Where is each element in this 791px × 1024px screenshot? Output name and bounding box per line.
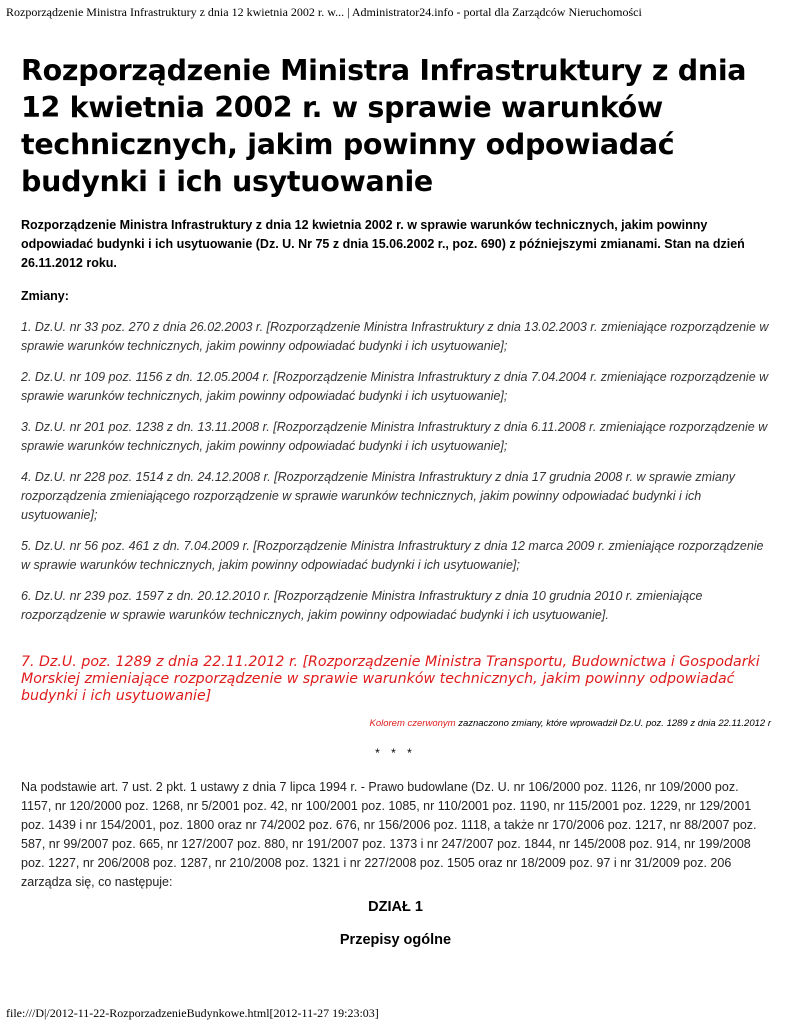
change-item: 3. Dz.U. nr 201 poz. 1238 z dn. 13.11.2008 r. [Rozporządzenie Ministra Infrastruktury z dnia 6.11.2008 r. zmieniające rozporządzenie w sprawie warunków technicznych, jakim powinny odpowiadać budynki i ich usytuowanie]; xyxy=(21,420,768,453)
change-item: 6. Dz.U. nr 239 poz. 1597 z dn. 20.12.2010 r. [Rozporządzenie Ministra Infrastruktury z dnia 10 grudnia 2010 r. zmieniające rozporządzenie w sprawie warunków technicznych, jakim powinny odpowiadać budynki i ich usytuowanie]. xyxy=(21,589,703,622)
color-note-text: zaznaczono zmiany, które wprowadził Dz.U. poz. 1289 z dnia 22.11.2012 r xyxy=(455,718,771,729)
document-title: Rozporządzenie Ministra Infrastruktury z dnia 12 kwietnia 2002 r. w sprawie warunków technicznych, jakim powinny odpowiadać budynki i ich usytuowanie xyxy=(21,54,747,198)
print-footer: file:///D|/2012-11-22-RozporzadzenieBudynkowe.html[2012-11-27 19:23:03] xyxy=(6,1006,379,1020)
change-item: 1. Dz.U. nr 33 poz. 270 z dnia 26.02.2003 r. [Rozporządzenie Ministra Infrastruktury z dnia 13.02.2003 r. zmieniające rozporządzenie w sprawie warunków technicznych, jakim powinny odpowiadać budynki i ich usytuowanie]; xyxy=(21,320,769,353)
separator: * * * xyxy=(375,746,416,760)
color-note-highlight: Kolorem czerwonym xyxy=(369,718,456,729)
change-item: 4. Dz.U. nr 228 poz. 1514 z dn. 24.12.2008 r. [Rozporządzenie Ministra Infrastruktury z dnia 17 grudnia 2008 r. w sprawie zmiany rozporządzenia zmieniającego rozporządzenie w sprawie warunków technicznych, jakim powinny odpowiadać budynki i ich usytuowanie]; xyxy=(21,470,736,522)
preamble-paragraph: Na podstawie art. 7 ust. 2 pkt. 1 ustawy z dnia 7 lipca 1994 r. - Prawo budowlane (Dz. U. nr 106/2000 poz. 1126, nr 109/2000 poz. 1157, nr 120/2000 poz. 1268, nr 5/2001 poz. 42, nr 100/2001 poz. 1085, nr 110/2001 poz. 1190, nr 115/2001 poz. 1229, nr 129/2001 poz. 1439 i nr 154/2001, poz. 1800 oraz nr 74/2002 poz. 676, nr 156/2006 poz. 1118, a także nr 170/2006 poz. 1217, nr 88/2007 poz. 587, nr 99/2007 poz. 665, nr 127/2007 poz. 880, nr 191/2007 poz. 1373 i nr 247/2007 poz. 1844, nr 145/2008 poz. 914, nr 199/2008 poz. 1227, nr 206/2008 poz. 1287, nr 210/2008 poz. 1321 i nr 227/2008 poz. 1505 oraz nr 18/2009 poz. 97 i nr 31/2009 poz. 206 zarządza się, co następuje: xyxy=(21,780,757,889)
section-heading: DZIAŁ 1 xyxy=(368,899,423,915)
change-item: 5. Dz.U. nr 56 poz. 461 z dn. 7.04.2009 r. [Rozporządzenie Ministra Infrastruktury z dnia 12 marca 2009 r. zmieniające rozporządzenie w sprawie warunków technicznych, jakim powinny odpowiadać budynki i ich usytuowanie]; xyxy=(21,539,764,572)
color-note xyxy=(370,718,772,730)
print-header: Rozporządzenie Ministra Infrastruktury z dnia 12 kwietnia 2002 r. w... | Administrator24.info - portal dla Zarządców Nieruchomości xyxy=(6,5,642,19)
changes-label: Zmiany: xyxy=(21,289,69,303)
section-subheading: Przepisy ogólne xyxy=(339,932,452,948)
changes-list xyxy=(21,318,771,637)
change-item: 2. Dz.U. nr 109 poz. 1156 z dn. 12.05.2004 r. [Rozporządzenie Ministra Infrastruktury z dnia 7.04.2004 r. zmieniające rozporządzenie w sprawie warunków technicznych, jakim powinny odpowiadać budynki i ich usytuowanie]; xyxy=(21,370,769,403)
document-intro: Rozporządzenie Ministra Infrastruktury z dnia 12 kwietnia 2002 r. w sprawie warunków technicznych, jakim powinny odpowiadać budynki i ich usytuowanie (Dz. U. Nr 75 z dnia 15.06.2002 r., poz. 690) z późniejszymi zmianami. Stan na dzień 26.11.2012 roku. xyxy=(21,218,745,270)
highlighted-change: 7. Dz.U. poz. 1289 z dnia 22.11.2012 r. [Rozporządzenie Ministra Transportu, Budownictwa i Gospodarki Morskiej zmieniające rozporządzenie w sprawie warunków technicznych, jakim powinny odpowiadać budynki i ich usytuowanie] xyxy=(21,654,760,704)
